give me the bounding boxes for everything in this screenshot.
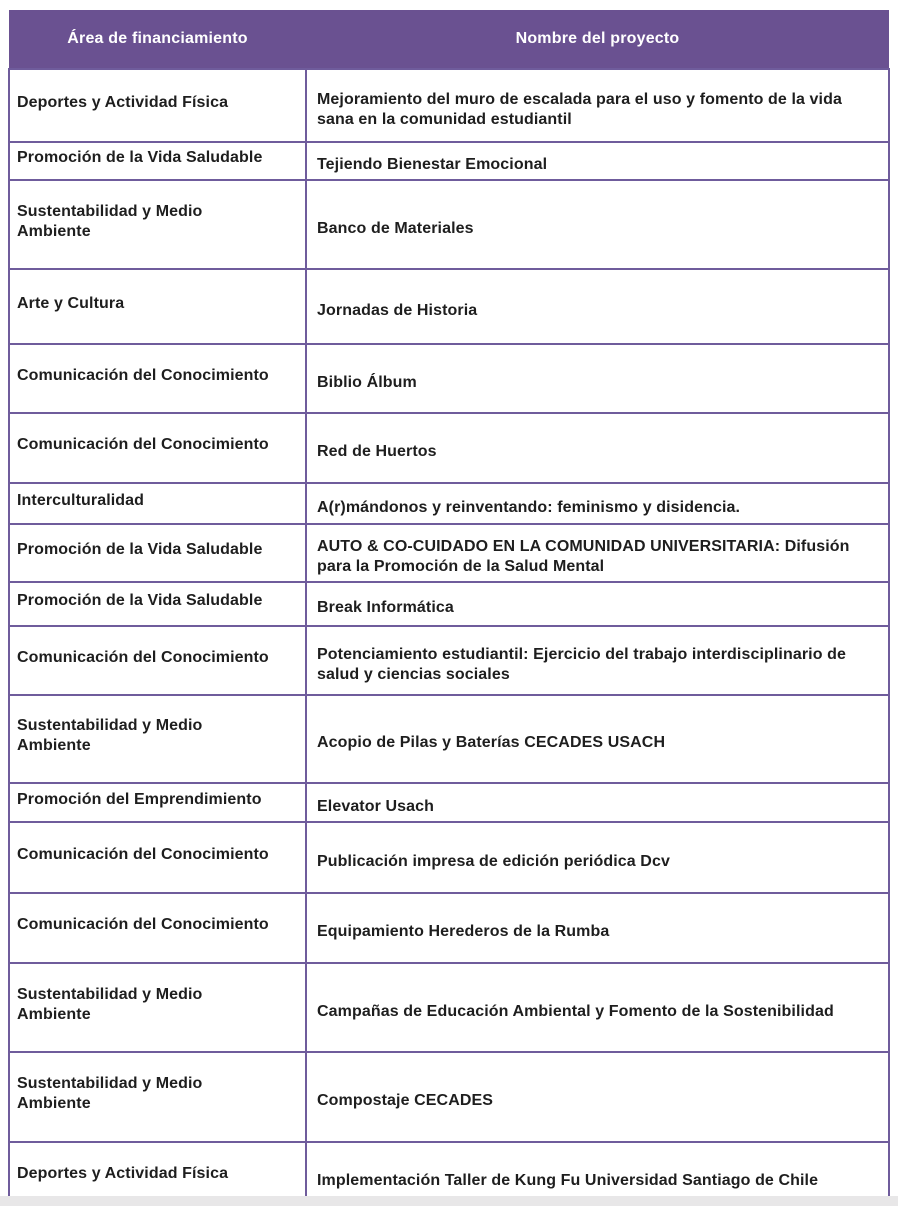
funding-area-cell: Sustentabilidad y Medio Ambiente [9, 695, 306, 783]
project-name-cell: Tejiendo Bienestar Emocional [306, 142, 889, 180]
funding-area-cell: Interculturalidad [9, 483, 306, 524]
table-row [9, 269, 889, 344]
table-row [9, 413, 889, 483]
table-row [9, 1052, 889, 1142]
funding-area-cell: Promoción del Emprendimiento [9, 783, 306, 822]
table-row [9, 783, 889, 822]
project-name-cell: Publicación impresa de edición periódica Dcv [306, 822, 889, 893]
table-body [9, 69, 889, 1206]
table-row [9, 695, 889, 783]
funding-area-cell: Comunicación del Conocimiento [9, 626, 306, 695]
funding-area-cell: Comunicación del Conocimiento [9, 822, 306, 893]
funding-area-cell: Comunicación del Conocimiento [9, 344, 306, 413]
page-bottom-strip [0, 1196, 898, 1206]
projects-table [8, 10, 890, 1206]
table-row [9, 893, 889, 963]
project-name-cell: AUTO & CO-CUIDADO EN LA COMUNIDAD UNIVERSITARIA: Difusión para la Promoción de la Salud Mental [306, 524, 889, 582]
table-row [9, 483, 889, 524]
table-row [9, 822, 889, 893]
column-header-project-name: Nombre del proyecto [306, 10, 889, 69]
project-name-cell: Mejoramiento del muro de escalada para el uso y fomento de la vida sana en la comunidad estudiantil [306, 69, 889, 142]
header-row [9, 10, 889, 69]
project-name-cell: Red de Huertos [306, 413, 889, 483]
project-name-cell: Compostaje CECADES [306, 1052, 889, 1142]
table-row [9, 582, 889, 626]
table-row [9, 344, 889, 413]
project-name-cell: Acopio de Pilas y Baterías CECADES USACH [306, 695, 889, 783]
table-row [9, 626, 889, 695]
project-name-cell: Jornadas de Historia [306, 269, 889, 344]
table-row [9, 69, 889, 142]
project-name-cell: Banco de Materiales [306, 180, 889, 269]
project-name-cell: A(r)mándonos y reinventando: feminismo y disidencia. [306, 483, 889, 524]
table-row [9, 180, 889, 269]
column-header-funding-area: Área de financiamiento [9, 10, 306, 69]
table-header [9, 10, 889, 69]
project-name-cell: Break Informática [306, 582, 889, 626]
funding-area-cell: Promoción de la Vida Saludable [9, 524, 306, 582]
funding-area-cell: Comunicación del Conocimiento [9, 413, 306, 483]
funding-area-cell: Arte y Cultura [9, 269, 306, 344]
project-name-cell: Elevator Usach [306, 783, 889, 822]
funding-area-cell: Sustentabilidad y Medio Ambiente [9, 180, 306, 269]
table-row [9, 963, 889, 1052]
funding-area-cell: Comunicación del Conocimiento [9, 893, 306, 963]
table-row [9, 524, 889, 582]
projects-table-container [8, 10, 890, 1206]
project-name-cell: Potenciamiento estudiantil: Ejercicio del trabajo interdisciplinario de salud y ciencias sociales [306, 626, 889, 695]
funding-area-cell: Promoción de la Vida Saludable [9, 142, 306, 180]
project-name-cell: Equipamiento Herederos de la Rumba [306, 893, 889, 963]
funding-area-cell: Promoción de la Vida Saludable [9, 582, 306, 626]
funding-area-cell: Sustentabilidad y Medio Ambiente [9, 963, 306, 1052]
project-name-cell: Campañas de Educación Ambiental y Fomento de la Sostenibilidad [306, 963, 889, 1052]
table-row [9, 142, 889, 180]
project-name-cell: Biblio Álbum [306, 344, 889, 413]
project-name-cell: Implementación Taller de Kung Fu Universidad Santiago de Chile [306, 1142, 889, 1206]
funding-area-cell: Deportes y Actividad Física [9, 1142, 306, 1206]
funding-area-cell: Deportes y Actividad Física [9, 69, 306, 142]
funding-area-cell: Sustentabilidad y Medio Ambiente [9, 1052, 306, 1142]
